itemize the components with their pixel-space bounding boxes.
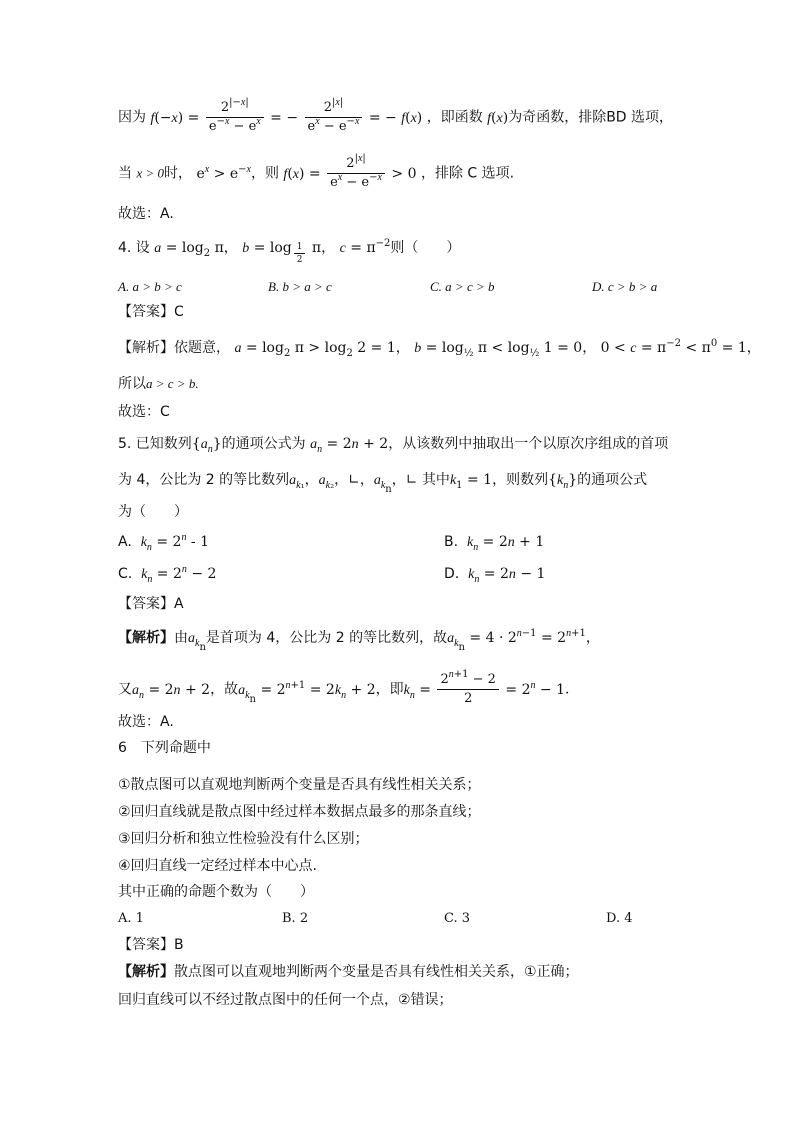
text-tail: ，排除 C 选项. xyxy=(420,165,515,182)
q5-an2-formula2: $a_{k_n} = 2^{n+1} = 2k_n + 2$ xyxy=(238,679,376,705)
q4-analysis-lead: 【解析】依题意， xyxy=(118,340,230,356)
q5-opt-d-label: D. xyxy=(444,566,460,582)
q4-analysis-c: $0 < c = \pi^{-2} < \pi^0 = 1$ xyxy=(600,338,747,356)
q6-statement-4: ④回归直线一定经过样本中心点. xyxy=(118,858,318,874)
q5-seq-kn: $\{k_n\}$ xyxy=(548,472,578,491)
q4-stem: 4. 设 $a = \log_2 \pi$， b = log $_{\frac{1}{2}}$ π， $c = \pi^{-2}$则（ ） xyxy=(118,238,461,265)
q5-l2-c: ，则数列 xyxy=(492,472,549,488)
q6-answer: 【答案】B xyxy=(118,937,184,953)
q5-final: 故选：A. xyxy=(118,714,174,730)
q6-option-c[interactable]: C. 3 xyxy=(444,911,471,926)
q5-l2-a: 为 4，公比为 2 的等比数列 xyxy=(118,472,290,488)
q6-statement-1: ①散点图可以直观地判断两个变量是否具有线性相关关系； xyxy=(118,777,481,793)
q4-def-a: $a = \log_2 \pi$ xyxy=(154,240,224,259)
text-mid: ，即函数 xyxy=(426,109,483,126)
q4-conclusion-lead: 所以 xyxy=(118,376,146,392)
text-t1: 时， xyxy=(164,165,192,182)
q4-stem-lead: 4. 设 xyxy=(118,240,150,256)
line-odd-function xyxy=(118,97,674,135)
q5-stem-line2 xyxy=(118,470,648,495)
q5-an2-c: ，即 xyxy=(375,681,404,698)
q5-seq-an: $\{a_n\}$ xyxy=(191,436,222,455)
q5-l2-b: 其中 xyxy=(421,472,450,488)
q5-opt-c-label: C. xyxy=(118,566,133,582)
q5-opt-a-label: A. xyxy=(118,534,132,550)
q6-an-lead: 【解析】 xyxy=(118,964,174,980)
q6-statement-3: ③回归分析和独立性检验没有什么区别； xyxy=(118,831,369,847)
q4-option-d[interactable]: D. c > b > a xyxy=(592,279,658,294)
line-choose-a: 故选：A. xyxy=(118,206,174,222)
q6-stem: 6 下列命题中 xyxy=(118,740,211,756)
text-t2: ，则 xyxy=(250,165,279,182)
q5-subseq: $a_{k_1}$，$a_{k_2}$，∟，$a_{k_n}$，∟ xyxy=(289,472,418,495)
q5-an2-formula3: $k_n$ = $\frac{2^{n+1} - 2}{2}$ = $2^n - 1$ xyxy=(403,669,566,706)
text-tail: 为奇函数，排除BD 选项， xyxy=(508,109,674,126)
q5-stem-line3: 为（ ） xyxy=(118,504,188,520)
q4-conclusion-expr: a > c > b. xyxy=(146,376,199,391)
q6-an-text: 散点图可以直观地判断两个变量是否具有线性相关关系，①正确； xyxy=(174,964,579,980)
q6-option-d[interactable]: D. 4 xyxy=(606,911,633,926)
q6-question: 其中正确的命题个数为（ ） xyxy=(118,884,314,900)
q5-option-a[interactable]: A. $k_n = 2^n - 1$ xyxy=(118,532,209,553)
q6-analysis-line1 xyxy=(118,962,579,982)
formula-f-neg-x: f(−x) = $\frac{2^{|-x|}}{e^{-x} - e^x}$ = − $\frac{2^{|x|}}{e^x - e^{-x}}$ = − f(x) xyxy=(150,97,427,134)
q4-stem-tail: 则（ ） xyxy=(390,240,461,256)
formula-fx-positive: f(x) = $\frac{2^{|x|}}{e^x - e^{-x}}$ > 0 xyxy=(283,153,421,190)
q4-final: 故选：C xyxy=(118,404,170,420)
line-positive-x xyxy=(118,153,515,191)
q5-akn-formula: $a_{k_n} = 4 \cdot 2^{n-1} = 2^{n+1}$ xyxy=(447,628,586,653)
formula-fx: f(x) xyxy=(487,109,509,126)
q5-akn: $a_{k_n}$ xyxy=(188,631,206,653)
q5-an-lead: 【解析】 xyxy=(118,630,174,646)
q6-statement-2: ②回归直线就是散点图中经过样本数据点最多的那条直线； xyxy=(118,804,481,820)
condition: x > 0 xyxy=(136,165,164,181)
q4-def-c: $c = \pi^{-2}$ xyxy=(339,238,391,256)
q5-analysis-line2: 又$a_n = 2n + 2$，故$a_{k_n} = 2^{n+1} = 2k_n + 2$，即$k_n$ = $\frac{2^{n+1} - 2}{2}$ = $2^n - 1$. xyxy=(118,669,570,706)
q5-an-b: 是首项为 4，公比为 2 的等比数列，故 xyxy=(205,630,448,646)
text-lead: 因为 xyxy=(118,109,146,126)
q5-option-d[interactable]: D. $k_n = 2n - 1$ xyxy=(444,566,546,585)
q4-option-c[interactable]: C. a > c > b xyxy=(430,279,495,294)
q5-answer: 【答案】A xyxy=(118,596,184,612)
q5-option-c[interactable]: C. $k_n = 2^n - 2$ xyxy=(118,564,217,585)
formula-ineq: $e^x > e^{-x}$ xyxy=(196,163,251,182)
q6-analysis-line2: 回归直线可以不经过散点图中的任何一个点，②错误； xyxy=(118,992,453,1008)
q4-analysis-a: $a = \log_2 \pi > \log_2 2 = 1$ xyxy=(234,340,396,359)
q5-an2-b: ，故 xyxy=(210,681,239,698)
q5-k1: $k_1 = 1$ xyxy=(449,472,493,491)
q6-option-b[interactable]: B. 2 xyxy=(282,911,309,926)
q4-answer: 【答案】C xyxy=(118,304,184,320)
q5-l1-b: 的通项公式为 xyxy=(221,436,306,452)
q5-analysis-line1: 【解析】由$a_{k_n}$是首项为 4，公比为 2 的等比数列，故$a_{k_n} = 4 \cdot 2^{n-1} = 2^{n+1}$， xyxy=(118,628,600,653)
text-lead: 当 xyxy=(118,165,132,182)
q5-an2-a: 又 xyxy=(118,681,132,698)
q5-l2-d: 的通项公式 xyxy=(577,472,648,488)
q4-conclusion xyxy=(118,374,199,394)
q5-an-mid: 由 xyxy=(174,630,188,646)
q6-option-a[interactable]: A. 1 xyxy=(118,911,144,926)
q4-analysis-b: $b = \log_{\frac{1}{2}} \pi < \log_{\frac{1}{2}} 1 = 0$ xyxy=(414,340,583,359)
q4-def-b: b = log $_{\frac{1}{2}}$ π xyxy=(242,240,322,265)
q4-option-b[interactable]: B. b > a > c xyxy=(268,279,332,294)
q4-analysis: 【解析】依题意， $a = \log_2 \pi > \log_2 2 = 1$， $b = \log_{\frac{1}{2}} \pi < \log_{\frac{1}{2}} 1 = 0$， $0 < c = \pi^{-2} < \pi^0 = 1$， xyxy=(118,338,761,359)
q4-option-a[interactable]: A. a > b > c xyxy=(118,279,182,294)
q5-l1-a: 5. 已知数列 xyxy=(118,436,192,452)
q5-opt-b-label: B. xyxy=(444,534,459,550)
q5-an2-formula1: $a_n = 2n + 2$ xyxy=(132,681,211,701)
q5-l1-c: ，从该数列中抽取出一个以原次序组成的首项 xyxy=(388,436,669,452)
q5-formula-an: $a_n = 2n + 2$ xyxy=(310,436,389,455)
q5-option-b[interactable]: B. $k_n = 2n + 1$ xyxy=(444,534,545,553)
q5-stem-line1 xyxy=(118,434,668,455)
